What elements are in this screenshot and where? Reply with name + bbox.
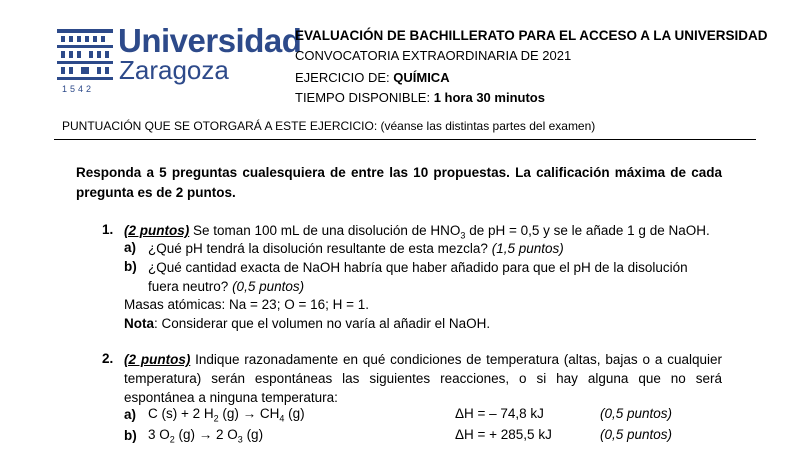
exercise-value: QUÍMICA [393,70,450,85]
question-1a-text: ¿Qué pH tendrá la disolución resultante de esta mezcla? (1,5 puntos) [148,241,564,256]
reaction-a-label: a) [124,407,137,422]
reaction-a-points: (0,5 puntos) [600,406,673,421]
question-1-points: (2 puntos) [124,223,190,238]
exercise-line [295,70,450,85]
exam-title: EVALUACIÓN DE BACHILLERATO PARA EL ACCESO A LA UNIVERSIDAD [295,28,768,43]
question-2-points: (2 puntos) [124,352,191,367]
logo-university-text: Universidad [118,22,302,59]
exercise-label: EJERCICIO DE: [295,70,394,85]
question-1b-text: ¿Qué cantidad exacta de NaOH habría que haber añadido para que el pH de la disolución fuera neutro? (0,5 puntos) [148,260,688,294]
reaction-a-enthalpy: ΔH = – 74,8 kJ [455,406,544,421]
header-divider [54,139,756,140]
reaction-b-enthalpy: ΔH = + 285,5 kJ [455,427,552,442]
exam-call: CONVOCATORIA EXTRAORDINARIA DE 2021 [295,48,572,63]
question-1a-label: a) [124,240,137,255]
atomic-masses: Masas atómicas: Na = 23; O = 16; H = 1. [124,297,369,312]
reaction-b: 3 $O_2$ (g) → 2 $O_3$ (g) [148,427,264,445]
question-1-note: Nota: Considerar que el volumen no varía al añadir el NaOH. [124,316,491,331]
question-1-text: (2 puntos) Se toman 100 mL de una disolución de $HNO_3$ de pH = 0,5 y se le añade 1 g de NaOH. [124,223,710,241]
time-value: 1 hora 30 minutos [433,90,545,105]
reaction-a: C (s) + 2 $H_2$ $(g) \to CH_4$ (g) [148,406,305,424]
reaction-b-label: b) [124,428,137,443]
question-1b-label: b) [124,259,137,274]
score-note: PUNTUACIÓN QUE SE OTORGARÁ A ESTE EJERCICIO: (véanse las distintas partes del examen) [62,119,596,133]
question-2-number: 2. [102,351,114,366]
time-label: TIEMPO DISPONIBLE: [295,90,434,105]
reaction-b-points: (0,5 puntos) [600,427,673,442]
logo-year: 1542 [62,84,95,94]
logo-zaragoza-text: Zaragoza [119,55,229,85]
question-1-number: 1. [102,222,114,237]
question-2-text: (2 puntos) Indique razonadamente en qué condiciones de temperatura (altas, bajas o a cualquier temperatura) serán espontáneas las siguientes reacciones, o si hay alguna que no será espontánea a ninguna temperatura: [124,352,722,405]
time-line [295,90,545,105]
instructions: Responda a 5 preguntas cualesquiera de entre las 10 propuestas. La calificación máxima de cada pregunta es de 2 puntos. [76,165,722,200]
